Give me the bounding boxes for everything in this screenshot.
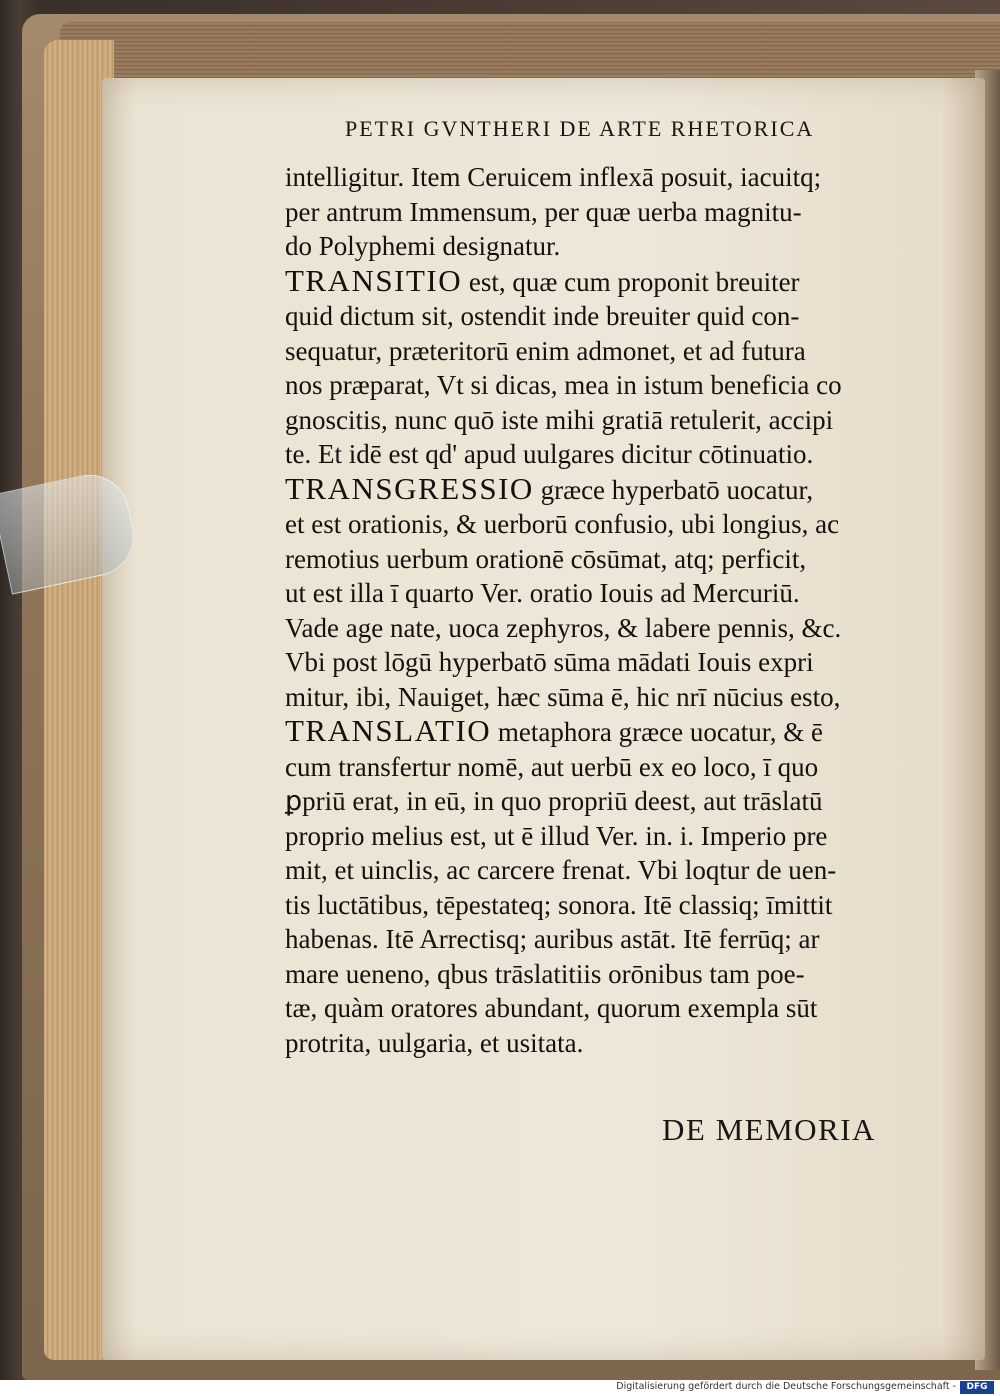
funding-credit: Digitalisierung gefördert durch die Deutsche Forschungsgemeinschaft - [616,1381,956,1392]
text-line [285,542,915,577]
text-line [285,576,915,611]
text-line [285,368,915,403]
text-line [285,299,915,334]
line-text: remotius uerbum orationē cōsūmat, atq; perficit, [285,543,807,574]
line-text: mit, et uinclis, ac carcere frenat. Vbi loqtur de uen- [285,855,837,885]
text-line [285,1026,915,1061]
catchword: DE MEMORIA [662,1112,876,1147]
text-line [285,472,915,508]
page-top-edges [60,22,1000,82]
text-line [285,991,915,1026]
dfg-logo: DFG [960,1381,994,1394]
line-text: mare ueneno, qbus trāslatitiis orōnibus tam poe- [285,958,805,989]
line-text: græce hyperbatō uocatur, [533,474,814,505]
text-line [285,888,915,923]
line-text: mitur, ibi, Nauiget, hæc sūma ē, hic nrī nūcius esto, [285,681,841,712]
text-line [285,195,915,230]
text-line [285,957,915,992]
line-text: ꝑpriū erat, in eū, in quo propriū deest, aut trāslatū [285,786,823,816]
line-text: proprio melius est, ut ē illud Ver. in. i. Imperio pre [285,820,828,851]
text-line [285,334,915,369]
section-heading-word: TRANSITIO [285,263,463,298]
line-text: per antrum Immensum, per quæ uerba magnitu- [285,196,802,227]
text-line [285,645,915,680]
line-text: quid dictum sit, ostendit inde breuiter quid con- [285,301,800,331]
text-line [285,784,915,819]
line-text: Vbi post lōgū hyperbatō sūma mādati Iouis expri [285,647,814,677]
line-text: sequatur, præteritorū enim admonet, et ad futura [285,335,806,366]
text-line [285,507,915,542]
line-text: gnoscitis, nunc quō iste mihi gratiā retulerit, accipi [285,404,834,435]
section-heading-word: TRANSLATIO [285,714,492,748]
text-line [285,714,915,750]
text-line [285,437,915,472]
line-text: protrita, uulgaria, et usitata. [285,1027,584,1058]
text-line [285,680,915,715]
line-text: et est orationis, & uerborū confusio, ubi longius, ac [285,509,840,539]
text-line [285,922,915,957]
line-text: cum transfertur nomē, aut uerbū ex eo loco, ī quo [285,751,819,782]
line-text: tis luctātibus, tēpestateq; sonora. Itē classiq; īmittit [285,889,833,920]
text-line [285,750,915,785]
line-text: est, quæ cum proponit breuiter [462,266,800,297]
line-text: te. Et idē est qd' apud uulgares dicitur cōtinuatio. [285,439,814,469]
text-line [285,229,915,264]
line-text: tæ, quàm oratores abundant, quorum exempla sūt [285,993,818,1023]
text-line [285,160,915,195]
line-text: metaphora græce uocatur, & ē [491,717,823,747]
line-text: ut est illa ī quarto Ver. oratio Iouis ad Mercuriū. [285,578,800,608]
line-text: do Polyphemi designatur. [285,231,561,261]
text-line [285,403,915,438]
text-line [285,853,915,888]
line-text: intelligitur. Item Ceruicem inflexā posuit, iacuitq; [285,162,822,192]
line-text: nos præparat, Vt si dicas, mea in istum beneficia co [285,370,842,400]
body-text [285,160,915,1060]
line-text: habenas. Itē Arrectisq; auribus astāt. Itē ferrūq; ar [285,924,820,954]
text-line [285,264,915,300]
section-heading-word: TRANSGRESSIO [285,471,534,506]
line-text: Vade age nate, uoca zephyros, & labere pennis, &c. [285,612,842,643]
text-line [285,819,915,854]
text-line [285,611,915,646]
running-head: PETRI GVNTHERI DE ARTE RHETORICA [345,116,815,141]
